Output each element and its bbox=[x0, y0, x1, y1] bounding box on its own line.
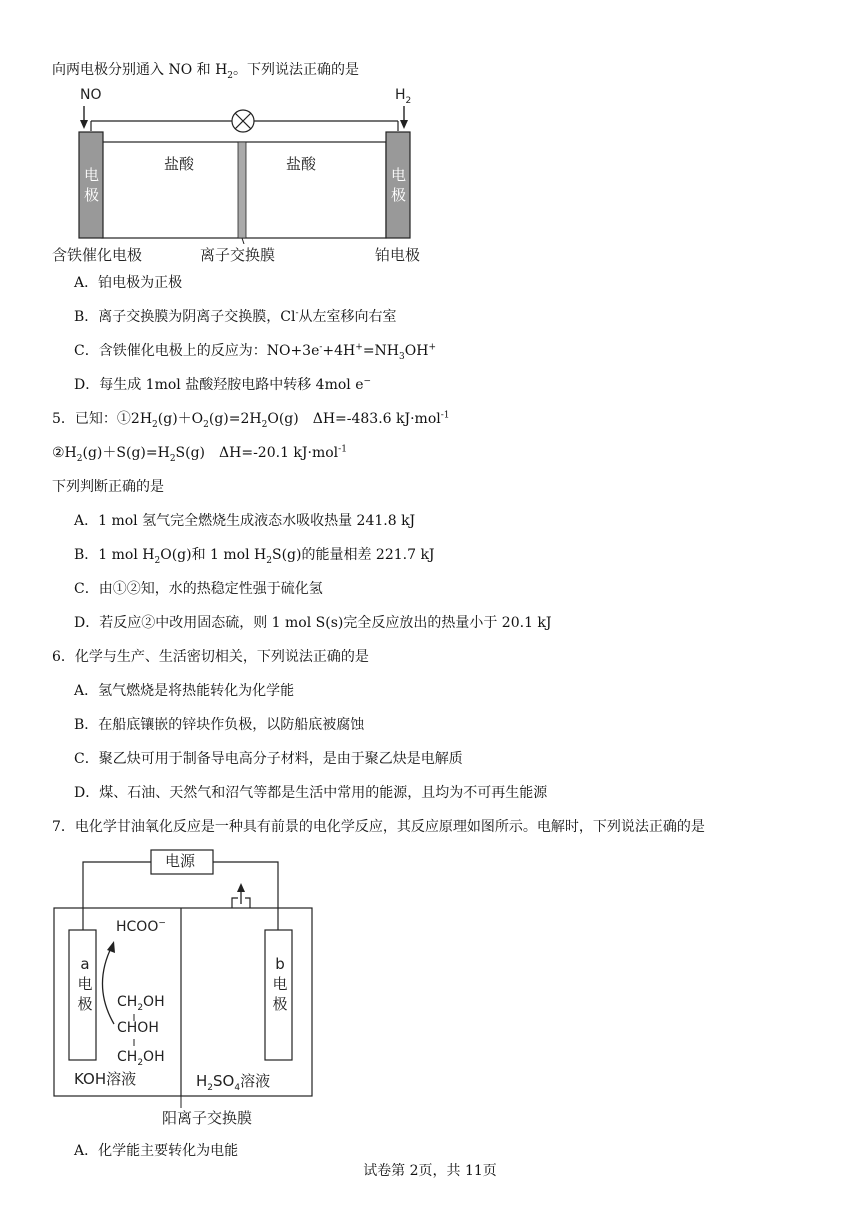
q6-option-b: B．在船底镶嵌的锌块作负极，以防船底被腐蚀 bbox=[74, 717, 365, 733]
question-4-intro: 向两电极分别通入 NO 和 $H_2$。下列说法正确的是 bbox=[52, 62, 360, 81]
arrow-down-icon bbox=[400, 106, 408, 129]
left-electrode-text: 电 极 bbox=[84, 166, 100, 204]
lamp-icon bbox=[232, 110, 254, 132]
q6-option-d: D．煤、石油、天然气和沼气等都是生活中常用的能源，且均为不可再生能源 bbox=[74, 785, 548, 801]
q7-stem: 7．电化学甘油氧化反应是一种具有前景的电化学反应，其反应原理如图所示。电解时，下列说法正确的是 bbox=[52, 819, 705, 835]
figure-1-cell-diagram bbox=[52, 84, 432, 244]
gas-left-label: NO bbox=[80, 87, 102, 103]
label-fe-electrode: 含铁催化电极 bbox=[52, 246, 143, 264]
chamber-left-label: 盐酸 bbox=[164, 155, 195, 173]
solution-right-label: $H_2SO_4$溶液 bbox=[196, 1072, 271, 1093]
q5-option-c: C．由①②知，水的热稳定性强于硫化氢 bbox=[74, 581, 323, 597]
q5-ask: 下列判断正确的是 bbox=[52, 479, 164, 495]
glycerol-line-3: $CH_2OH$ bbox=[117, 1049, 165, 1068]
q5-stem-2: $②H_2(g)+S(g)=H_2S(g)$ ΔH=-20.1 kJ·mol$^{-1}$ bbox=[52, 444, 347, 464]
glycerol-line-1: $CH_2OH$ bbox=[117, 994, 165, 1013]
ion-exchange-membrane bbox=[238, 142, 246, 238]
electrode-b-text: b 电 极 bbox=[272, 955, 288, 1013]
label-pt-electrode: 铂电极 bbox=[375, 246, 421, 264]
arrow-down-icon bbox=[80, 106, 88, 129]
page-footer: 试卷第 2页，共 11页 bbox=[363, 1163, 497, 1179]
q4-option-b: B．离子交换膜为阴离子交换膜，Cl-从左室移向右室 bbox=[74, 308, 397, 325]
q4-option-d: D．每生成 1mol 盐酸羟胺电路中转移 4mol e− bbox=[74, 376, 372, 393]
q5-option-d: D．若反应②中改用固态硫，则 1 mol S(s)完全反应放出的热量小于 20.1 kJ bbox=[74, 615, 552, 631]
q6-stem: 6．化学与生产、生活密切相关，下列说法正确的是 bbox=[52, 649, 369, 665]
power-source-label: 电源 bbox=[165, 852, 196, 870]
product-formate: HCOO− bbox=[116, 918, 166, 935]
q6-option-a: A．氢气燃烧是将热能转化为化学能 bbox=[74, 683, 295, 699]
arrow-up-icon bbox=[237, 883, 245, 904]
right-electrode-text: 电 极 bbox=[391, 166, 407, 204]
chamber-right-label: 盐酸 bbox=[286, 155, 317, 173]
q5-stem-1: 5．已知：$①2H_2(g)+O_2(g)=2H_2O(g)$ ΔH=-483.6 kJ·mol$^{-1}$ bbox=[52, 410, 450, 430]
gas-right-label: $H_2$ bbox=[395, 87, 412, 106]
q4-option-a: A．铂电极为正极 bbox=[74, 275, 183, 291]
electrode-a-text: a 电 极 bbox=[77, 955, 93, 1013]
q4-option-c: C．含铁催化电极上的反应为：$NO+3e^-+4H^+=NH_3OH^+$ bbox=[74, 342, 436, 362]
q5-option-a: A．1 mol 氢气完全燃烧生成液态水吸收热量 241.8 kJ bbox=[74, 513, 416, 529]
curved-arrow-icon bbox=[102, 941, 115, 1024]
membrane-label: 阳离子交换膜 bbox=[162, 1109, 253, 1127]
q6-option-c: C．聚乙炔可用于制备导电高分子材料，是由于聚乙炔是电解质 bbox=[74, 751, 463, 767]
solution-left-label: KOH溶液 bbox=[74, 1070, 137, 1088]
q7-option-a: A．化学能主要转化为电能 bbox=[74, 1143, 239, 1159]
q5-option-b: B．1 mol $H_2O(g)$和 1 mol $H_2S(g)$的能量相差 221.7 kJ bbox=[74, 547, 435, 566]
label-membrane: 离子交换膜 bbox=[200, 246, 276, 264]
glycerol-line-2: CHOH bbox=[117, 1020, 159, 1036]
